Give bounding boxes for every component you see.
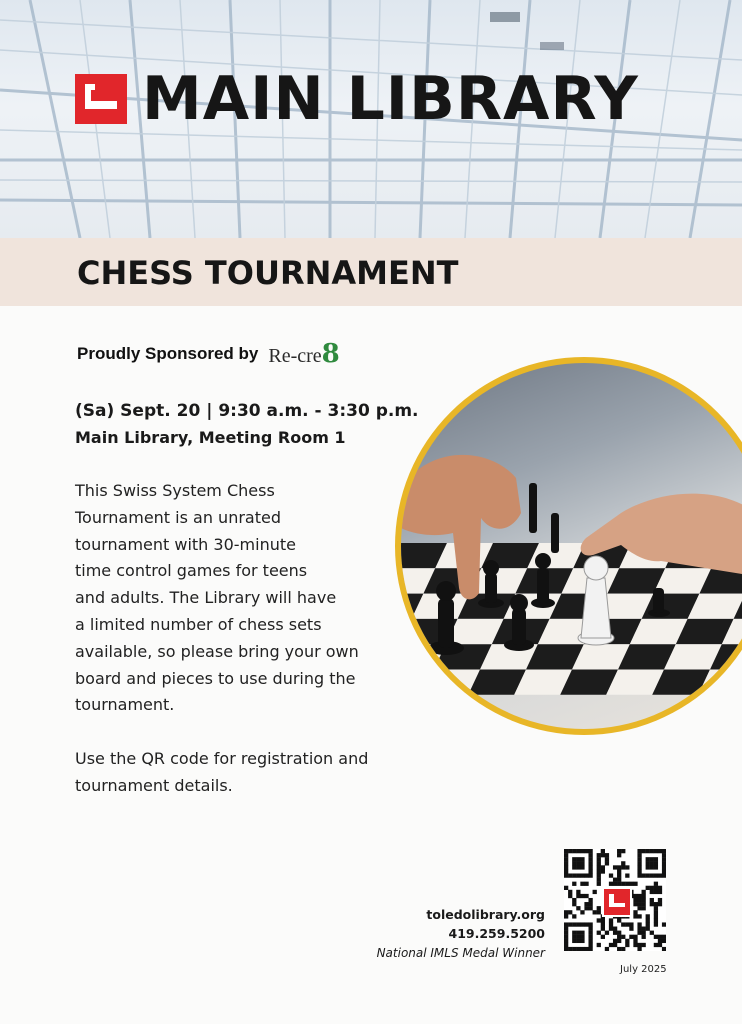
qr-library-logo-icon [602,887,632,917]
description-line: tournament with 30-minute [75,534,296,554]
library-logo-icon [75,74,127,124]
event-description [75,478,415,719]
cta-line: tournament details. [75,776,233,795]
library-website: toledolibrary.org [426,907,545,922]
header-photo [0,0,742,238]
award-text: National IMLS Medal Winner [376,946,545,960]
registration-instructions [75,745,415,799]
sponsor-mark: 8 [321,339,340,369]
description-line: available, so please bring your own [75,641,359,661]
sponsor-name: Re-cre [268,345,322,367]
chess-photo [401,363,742,729]
description-line: Tournament is an unrated [75,507,281,527]
description-line: board and pieces to use during the [75,668,356,688]
description-line: This Swiss System Chess [75,481,275,500]
description-line: tournament. [75,695,175,715]
description-line: a limited number of chess sets [75,614,322,634]
sponsor-label: Proudly Sponsored by [77,344,259,363]
event-title: CHESS TOURNAMENT [77,254,459,292]
library-name: MAIN LIBRARY [142,64,639,134]
description-line: and adults. The Library will have [75,588,337,608]
library-phone: 419.259.5200 [448,926,545,941]
event-location: Main Library, Meeting Room 1 [75,428,346,447]
chess-photo-frame [395,357,742,735]
sponsor-line [77,340,340,368]
contact-info [377,905,545,963]
registration-qr-code[interactable] [564,849,666,951]
sponsor-logo [268,339,339,369]
description-line: time control games for teens [75,561,308,581]
event-date-time: (Sa) Sept. 20 | 9:30 a.m. - 3:30 p.m. [75,401,419,421]
chessboard-illustration [401,363,742,729]
flyer-date: July 2025 [620,964,667,975]
cta-line: Use the QR code for registration and [75,749,369,768]
